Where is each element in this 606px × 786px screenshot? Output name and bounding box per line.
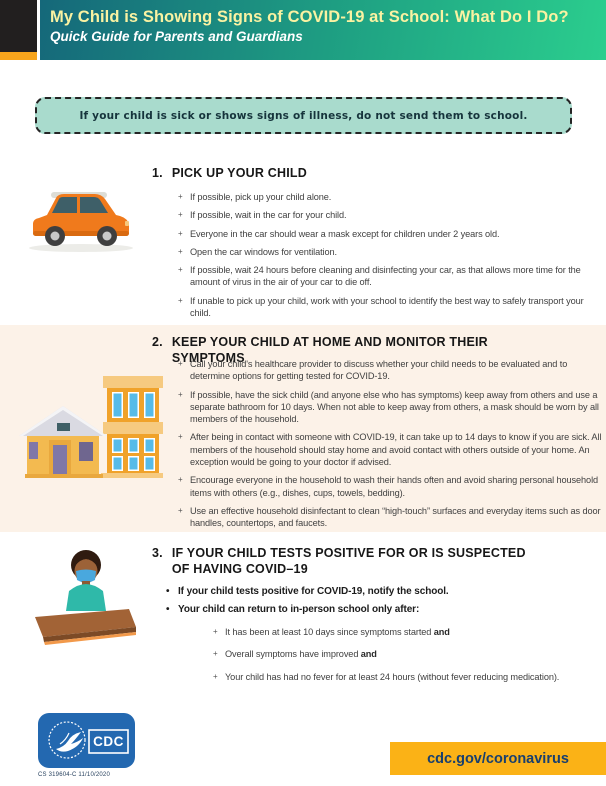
section-2-bullet-list <box>178 358 602 536</box>
bullet-item: + Open the car windows for ventilation. <box>178 246 594 258</box>
bullet-item: • If your child tests positive for COVID-19, notify the school. <box>166 586 566 599</box>
car-icon <box>25 188 137 254</box>
sub-bullet-item <box>213 626 583 638</box>
sub-bullet-item <box>213 648 583 660</box>
corner-black-block <box>0 0 37 52</box>
section-3-bold-bullets <box>166 586 566 621</box>
orange-car-illustration <box>25 188 137 254</box>
sub-bullet-item <box>213 671 583 683</box>
bullet-item: + If unable to pick up your child, work with your school to identify the best way to safely transport your child. <box>178 295 594 320</box>
child-at-desk-illustration <box>33 545 138 648</box>
bullet-item: + After being in contact with someone with COVID-19, it can take up to 14 days to know if you are sick. All members of the household should stay home and avoid contact with others outside of your home. An exception would be going to your doctor if advised. <box>178 431 602 468</box>
section-3-number: 3. <box>152 546 163 560</box>
callout-banner <box>35 97 572 134</box>
sub-bullet-bold: and <box>433 627 450 637</box>
sub-bullet-text: It has been at least 10 days since symptoms started <box>225 627 434 637</box>
section-3-sub-bullets <box>213 626 583 693</box>
cdc-logo-text: CDC <box>93 734 124 749</box>
bullet-item: • Your child can return to in-person school only after: <box>166 604 566 617</box>
house-and-building-icon <box>15 372 163 496</box>
bullet-item: + Encourage everyone in the household to wash their hands often and avoid sharing personal household items with others (e.g., dishes, cups, towels, bedding). <box>178 474 602 499</box>
corner-orange-bar <box>0 52 37 60</box>
section-1-title: PICK UP YOUR CHILD <box>171 166 307 180</box>
section-1-heading <box>152 166 307 182</box>
bullet-item: + If possible, wait 24 hours before cleaning and disinfecting your car, as that allows more time for the amount of virus in the air of your car to die off. <box>178 264 594 289</box>
document-number: CS 319604-C 11/10/2020 <box>38 772 111 778</box>
section-3-heading <box>152 546 540 577</box>
bullet-item: + If possible, wait in the car for your child. <box>178 209 594 221</box>
section-2-number: 2. <box>152 335 163 349</box>
section-2-title: KEEP YOUR CHILD AT HOME AND MONITOR THEIR SYMPTOMS <box>171 335 488 365</box>
house-illustration <box>15 372 163 496</box>
bullet-item: + If possible, have the sick child (and anyone else who has symptoms) keep away from others and use a separate bathroom for 10 days. When not able to keep away from others, a mask should be worn by all members of the household. <box>178 389 602 426</box>
bullet-item: + Call your child's healthcare provider to discuss whether your child needs to be evaluated and to determine options for getting tested for COVID-19. <box>178 358 602 383</box>
section-1-number: 1. <box>152 166 163 180</box>
bullet-item: + If possible, pick up your child alone. <box>178 191 594 203</box>
page-subtitle: Quick Guide for Parents and Guardians <box>50 29 303 44</box>
masked-child-icon <box>33 545 138 648</box>
bullet-item: + Everyone in the car should wear a mask except for children under 2 years old. <box>178 228 594 240</box>
sub-bullet-text: Your child has had no fever for at least 24 hours (without fever reducing medication). <box>225 671 560 682</box>
callout-text: If your child is sick or shows signs of illness, do not send them to school. <box>79 109 528 122</box>
sub-bullet-text: Overall symptoms have improved <box>225 649 361 660</box>
section-1-bullet-list <box>178 191 594 344</box>
cdc-url-banner[interactable] <box>390 742 606 775</box>
page-title: My Child is Showing Signs of COVID-19 at School: What Do I Do? <box>50 8 569 26</box>
section-3-title: IF YOUR CHILD TESTS POSITIVE FOR OR IS SUSPECTED OF HAVING COVID–19 <box>171 546 526 576</box>
bullet-item: + Use an effective household disinfectant to clean “high-touch” surfaces and everyday items such as door handles, countertops, and faucets. <box>178 505 602 530</box>
sub-bullet-bold: and <box>360 649 377 660</box>
header-banner <box>40 0 606 60</box>
cdc-url-text[interactable]: cdc.gov/coronavirus <box>427 750 569 767</box>
